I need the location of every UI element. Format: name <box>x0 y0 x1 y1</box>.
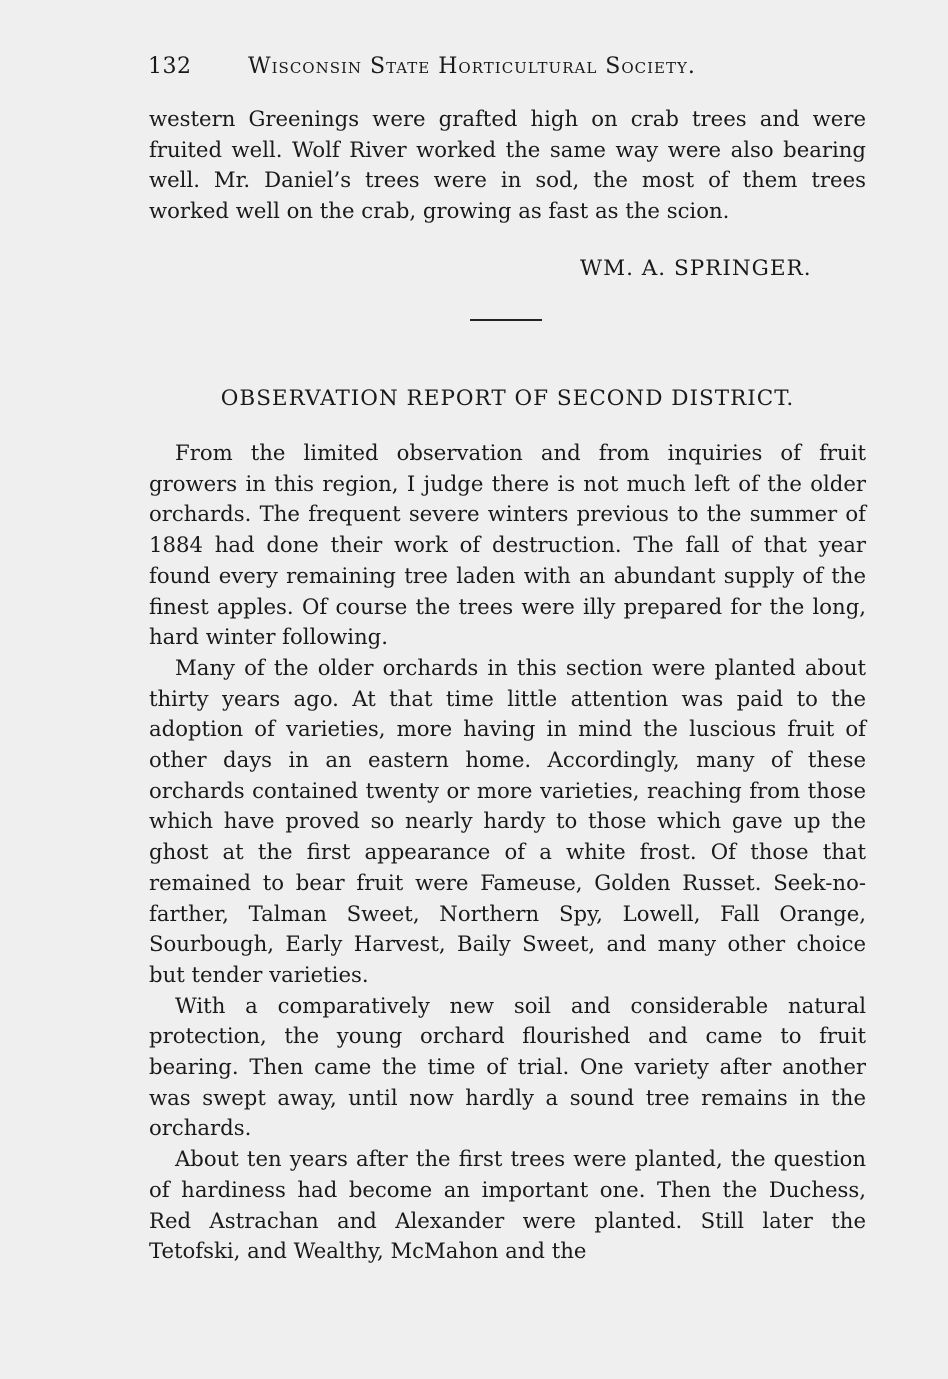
report-paragraph-4: About ten years after the first trees were planted, the question of hardiness had become an important one. Then the Duchess, Red Astrachan and Alexander were planted. Still later the Tetofski, and Wealthy, McMahon and the <box>149 1146 866 1264</box>
section-heading: OBSERVATION REPORT OF SECOND DISTRICT. <box>220 386 795 411</box>
journal-title: Wisconsin State Horticultural Society. <box>248 54 696 79</box>
report-body <box>149 438 866 1267</box>
report-paragraph-3: With a comparatively new soil and considerable natural protection, the young orchard flourished and came to fruit bearing. Then came the time of trial. One variety after another was swept away, until now hardly a sound tree remains in the orchards. <box>149 992 866 1141</box>
page-number: 132 <box>148 54 192 79</box>
report-paragraph-1: From the limited observation and from inquiries of fruit growers in this region, I judge there is not much left of the older orchards. The frequent severe winters previous to the summer of 1884 had done their work of destruction. The fall of that year found every remaining tree laden with an abundant supply of the finest apples. Of course the trees were illy prepared for the long, hard winter following. <box>149 440 866 650</box>
report-paragraph-2: Many of the older orchards in this section were planted about thirty years ago. At that time little attention was paid to the adoption of varieties, more having in mind the luscious fruit of other days in an eastern home. Accordingly, many of these orchards contained twenty or more varieties, reaching from those which have proved so nearly hardy to those which gave up the ghost at the first appearance of a white frost. Of those that remained to bear fruit were Fameuse, Golden Russet. Seek-no-farther, Talman Sweet, Northern Spy, Lowell, Fall Orange, Sourbough, Early Harvest, Baily Sweet, and many other choice but tender varieties. <box>149 654 866 987</box>
section-divider <box>470 319 542 321</box>
running-head <box>148 50 868 82</box>
author-signature: WM. A. SPRINGER. <box>580 256 812 281</box>
continuation-text <box>149 104 866 227</box>
continuation-paragraph: western Greenings were grafted high on crab trees and were fruited well. Wolf River worked the same way were also bearing well. Mr. Daniel’s trees were in sod, the most of them trees worked well on the crab, growing as fast as the scion. <box>149 106 866 224</box>
